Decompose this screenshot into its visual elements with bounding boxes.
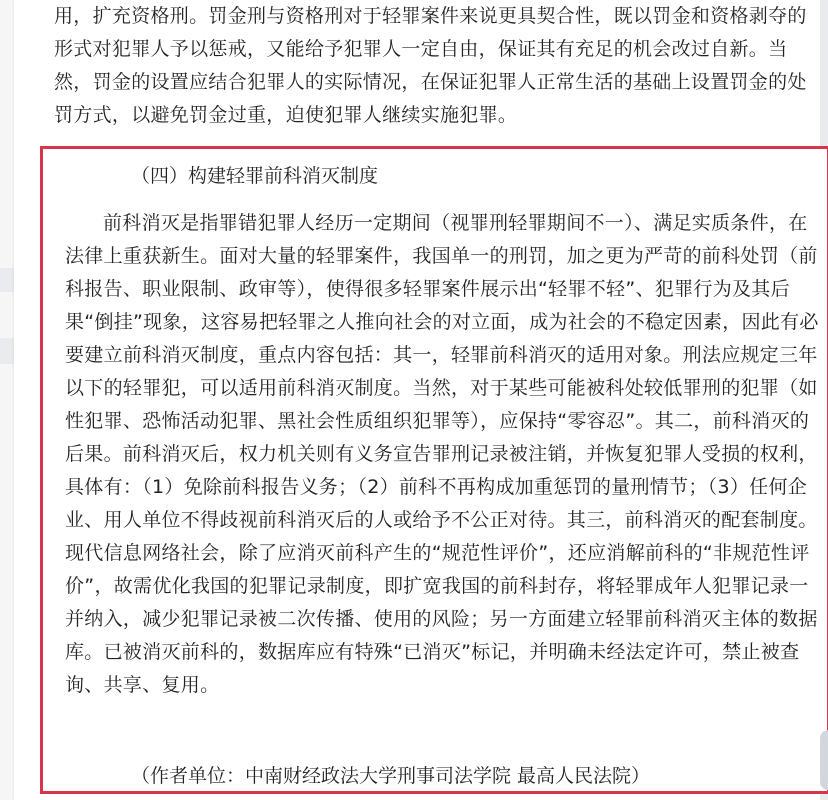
background-panel-edge — [0, 292, 15, 338]
background-window-edge — [0, 0, 15, 268]
floating-tool-handle[interactable] — [820, 730, 828, 790]
document-page — [14, 0, 820, 800]
section-body-paragraph: 前科消灭是指罪错犯罪人经历一定期间（视罪刑轻罪期间不一）、满足实质条件，在法律上重获新生。面对大量的轻罪案件，我国单一的刑罚，加之更为严苛的前科处罚（前科报告、职业限制、政审等），使得很多轻罪案件展示出“轻罪不轻”、犯罪行为及其后果“倒挂”现象，这容易把轻罪之人推向社会的对立面，成为社会的不稳定因素，因此有必要建立前科消灭制度，重点内容包括：其一，轻罪前科消灭的适用对象。刑法应规定三年以下的轻罪犯，可以适用前科消灭制度。当然，对于某些可能被科处较低罪刑的犯罪（如性犯罪、恐怖活动犯罪、黑社会性质组织犯罪等），应保持“零容忍”。其二，前科消灭的后果。前科消灭后，权力机关则有义务宣告罪刑记录被注销，并恢复犯罪人受损的权利，具体有：（1）免除前科报告义务；（2）前科不再构成加重惩罚的量刑情节；（3）任何企业、用人单位不得歧视前科消灭后的人或给予不公正对待。其三，前科消灭的配套制度。现代信息网络社会，除了应消灭前科产生的“规范性评价”，还应消解前科的“非规范性评价”，故需优化我国的犯罪记录制度，即扩宽我国的前科封存，将轻罪成年人犯罪记录一并纳入，减少犯罪记录被二次传播、使用的风险；另一方面建立轻罪前科消灭主体的数据库。已被消灭前科的，数据库应有特殊“已消灭”标记，并明确未经法定许可，禁止被查询、共享、复用。 — [65, 212, 819, 696]
highlighted-section — [40, 146, 828, 794]
author-affiliation: （作者单位：中南财经政法大学刑事司法学院 最高人民法院） — [131, 765, 651, 787]
preceding-paragraph: 用，扩充资格刑。罚金刑与资格刑对于轻罪案件来说更具契合性，既以罚金和资格剥夺的形式对犯罪人予以惩戒，又能给予犯罪人一定自由，保证其有充足的机会改过自新。当然，罚金的设置应结合犯罪人的实际情况，在保证犯罪人正常生活的基础上设置罚金的处罚方式，以避免罚金过重，迫使犯罪人继续实施犯罪。 — [54, 5, 807, 126]
section-heading: （四）构建轻罪前科消灭制度 — [131, 165, 379, 187]
background-panel-edge-lower — [0, 364, 15, 800]
